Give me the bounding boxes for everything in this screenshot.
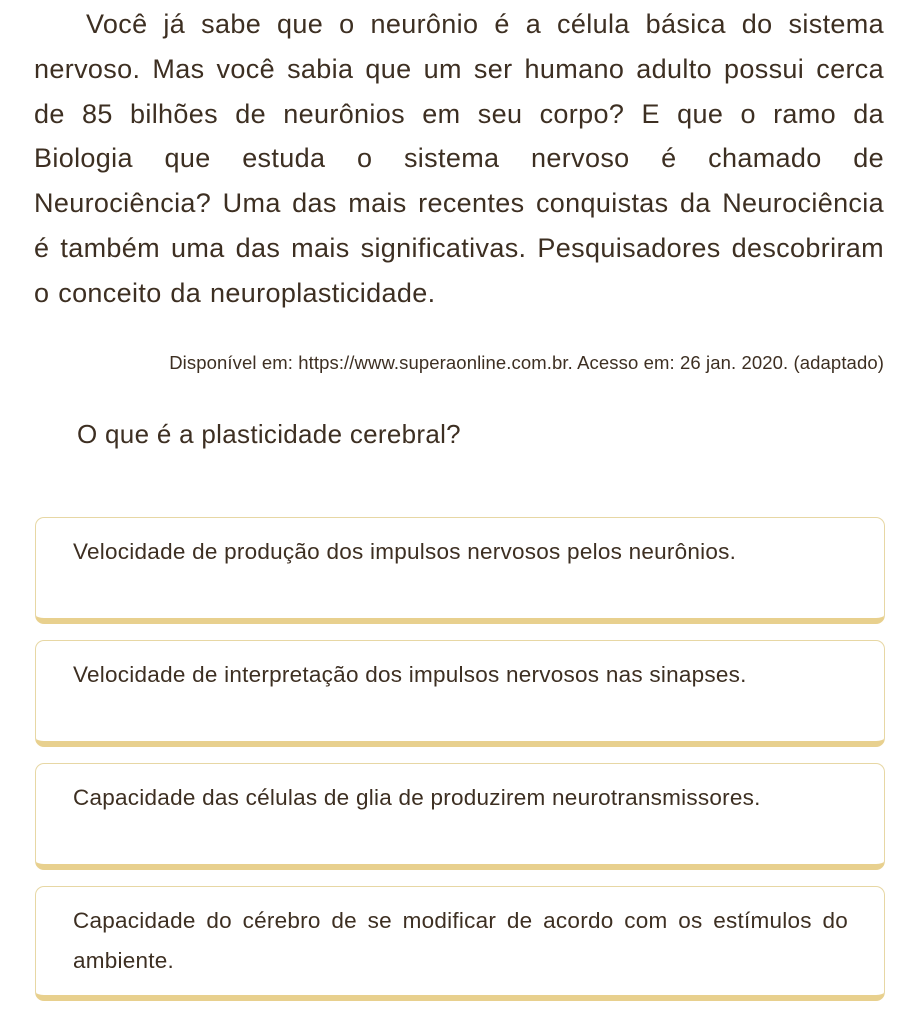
answer-option-3[interactable] xyxy=(35,763,885,870)
answer-option-2[interactable] xyxy=(35,640,885,747)
answer-option-3-text: Capacidade das células de glia de produzirem neurotransmissores. xyxy=(73,785,761,810)
answer-option-1[interactable] xyxy=(35,517,885,624)
question-title: O que é a plasticidade cerebral? xyxy=(77,419,461,449)
source-citation: Disponível em: https://www.superaonline.com.br. Acesso em: 26 jan. 2020. (adaptado) xyxy=(169,352,884,373)
answer-option-2-text: Velocidade de interpretação dos impulsos nervosos nas sinapses. xyxy=(73,662,747,687)
passage-text: Você já sabe que o neurônio é a célula básica do sistema nervoso. Mas você sabia que um ser humano adulto possui cerca de 85 bilhões de neurônios em seu corpo? E que o ramo da Biologia que estuda o sistema nervoso é chamado de Neurociência? Uma das mais recentes conquistas da Neurociência é também uma das mais significativas. Pesquisadores descobriram o conceito da neuroplasticidade. xyxy=(34,9,884,308)
answer-options xyxy=(35,517,885,1017)
answer-option-4[interactable] xyxy=(35,886,885,1001)
answer-option-1-text: Velocidade de produção dos impulsos nervosos pelos neurônios. xyxy=(73,539,737,564)
answer-option-4-text: Capacidade do cérebro de se modificar de acordo com os estímulos do ambiente. xyxy=(73,908,848,973)
